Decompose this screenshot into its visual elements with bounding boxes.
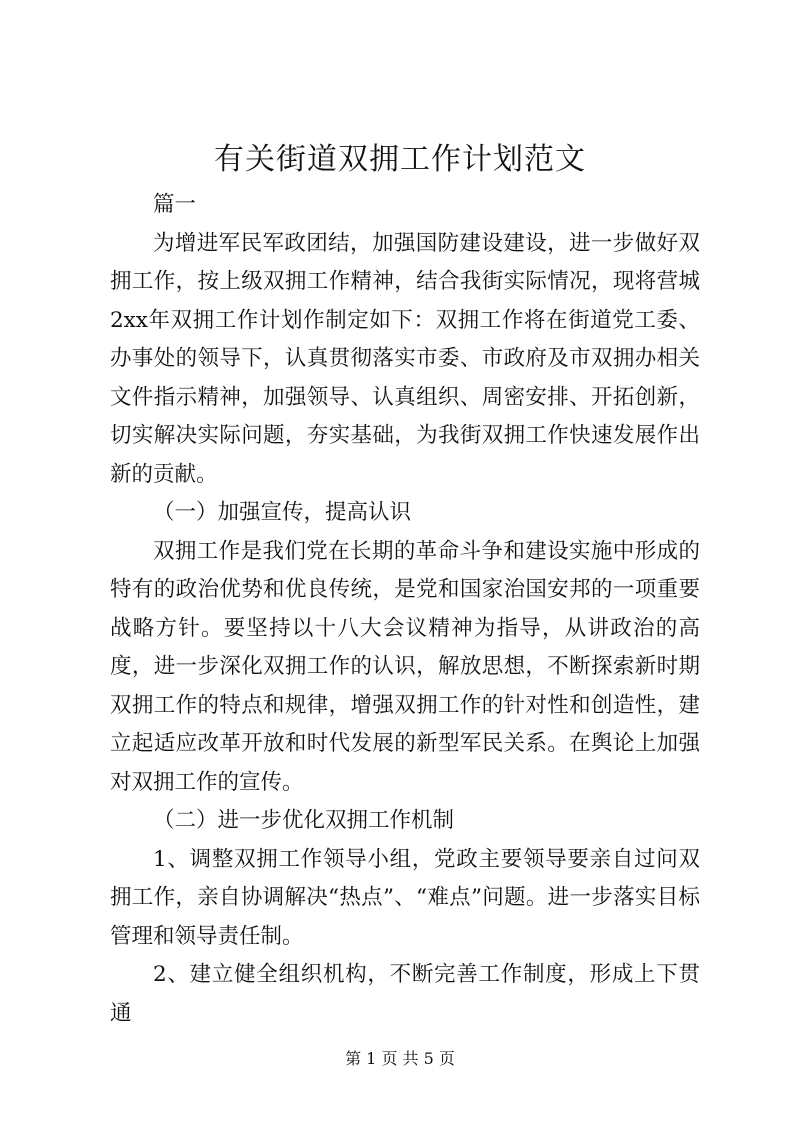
document-body bbox=[110, 186, 700, 1033]
section-heading-1: （一）加强宣传，提高认识 bbox=[153, 500, 412, 525]
section-1-paragraph: 双拥工作是我们党在长期的革命斗争和建设实施中形成的特有的政治优势和优良传统，是党和国家治国安邦的一项重要战略方针。要坚持以十八大会议精神为指导，从讲政治的高度，进一步深化双拥工作的认识，解放思想，不断探索新时期双拥工作的特点和规律，增强双拥工作的针对性和创造性，建立起适应改革开放和时代发展的新型军民关系。在舆论上加强对双拥工作的宣传。 bbox=[110, 538, 700, 795]
intro-paragraph: 为增进军民军政团结，加强国防建设建设，进一步做好双拥工作，按上级双拥工作精神，结合我街实际情况，现将营城2xx年双拥工作计划作制定如下：双拥工作将在街道党工委、办事处的领导下，认真贯彻落实市委、市政府及市双拥办相关文件指示精神，加强领导、认真组织、周密安排、开拓创新，切实解决实际问题，夯实基础，为我街双拥工作快速发展作出新的贡献。 bbox=[110, 230, 700, 487]
document-title: 有关街道双拥工作计划范文 bbox=[214, 142, 586, 177]
section-label: 篇一 bbox=[153, 192, 197, 217]
item-2-paragraph: 2、建立健全组织机构，不断完善工作制度，形成上下贯通 bbox=[110, 962, 700, 1026]
item-1-paragraph: 1、调整双拥工作领导小组，党政主要领导要亲自过问双拥工作，亲自协调解决“热点”、“难点”问题。进一步落实目标管理和领导责任制。 bbox=[110, 846, 700, 949]
section-heading-2: （二）进一步优化双拥工作机制 bbox=[153, 808, 455, 833]
page-number-footer: 第 1 页 共 5 页 bbox=[345, 1049, 455, 1068]
